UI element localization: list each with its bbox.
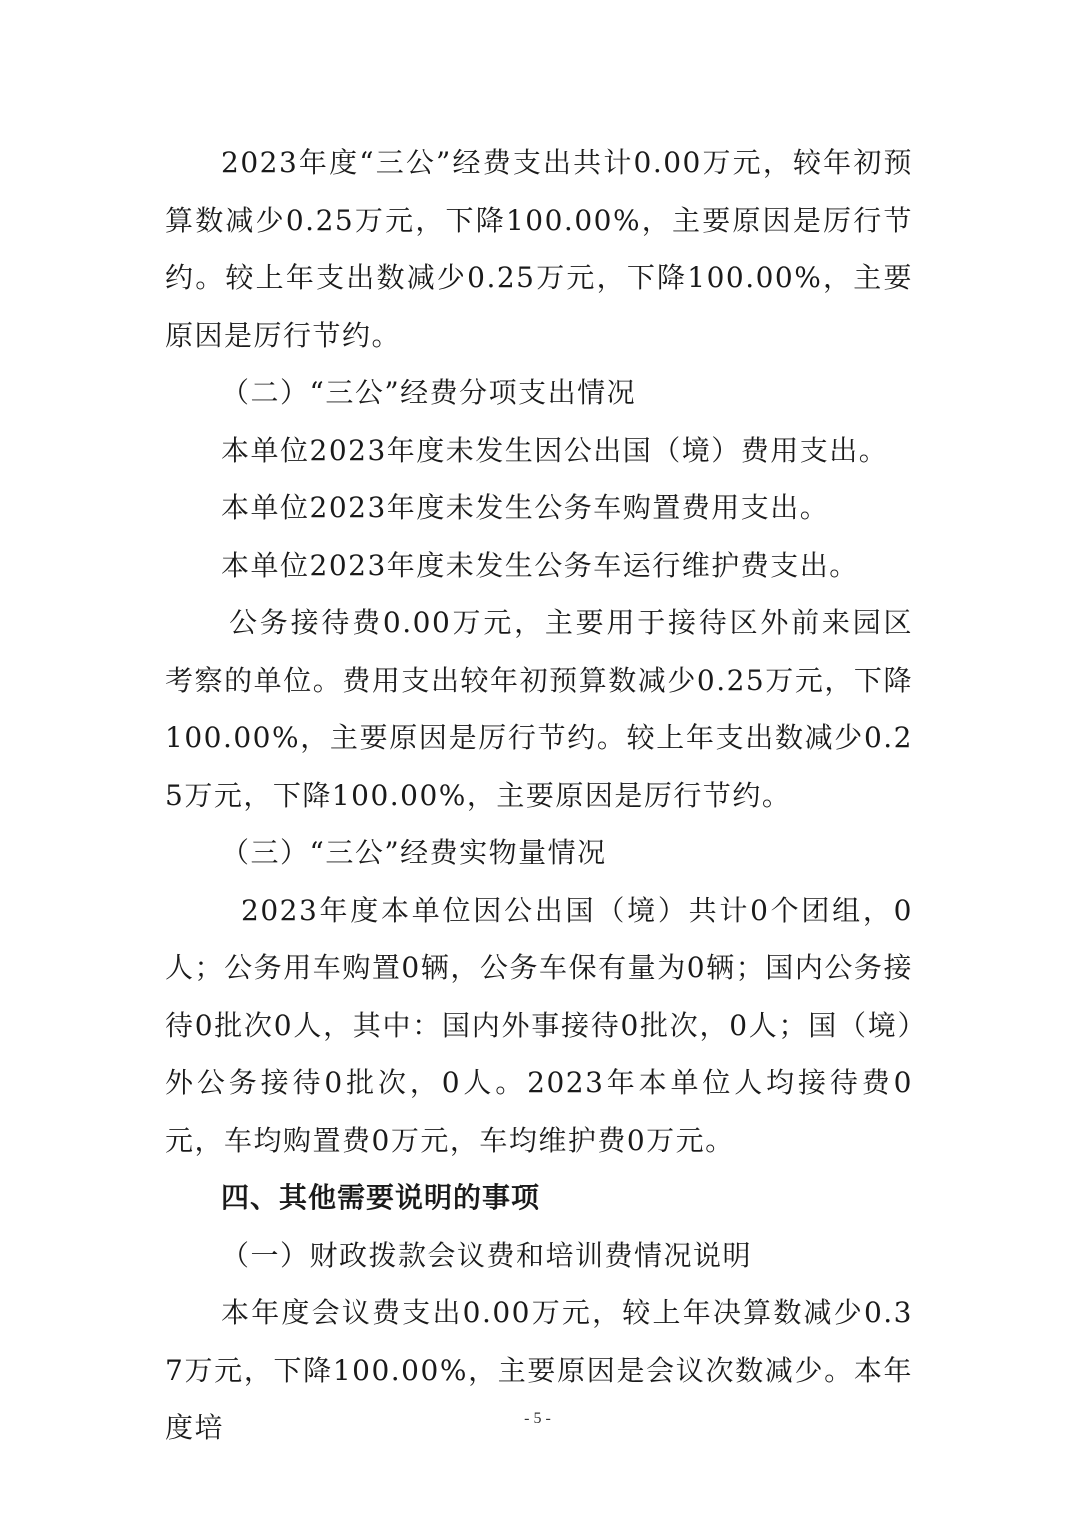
paragraph-meeting-fees: 本年度会议费支出0.00万元，较上年决算数减少0.37万元，下降100.00%，主要原因是会议次数减少。本年度培 (165, 1296, 913, 1444)
paragraph-physical-quantity: 2023年度本单位因公出国（境）共计0个团组，0人；公务用车购置0辆，公务车保有量为0辆；国内公务接待0批次0人，其中：国内外事接待0批次，0人；国（境）外公务接待0批次，0人。2023年本单位人均接待费0元，车均购置费0万元，车均维护费0万元。 (165, 893, 913, 1157)
paragraph-overseas-travel: 本单位2023年度未发生因公出国（境）费用支出。 (221, 433, 889, 467)
paragraph-reception-fees: 公务接待费0.00万元，主要用于接待区外前来园区考察的单位。费用支出较年初预算数减少0.25万元，下降100.00%，主要原因是厉行节约。较上年支出数减少0.25万元，下降100.00%，主要原因是厉行节约。 (165, 606, 913, 812)
page-number: - 5 - (524, 1410, 551, 1427)
paragraph-three-public-total: 2023年度“三公”经费支出共计0.00万元，较年初预算数减少0.25万元，下降100.00%，主要原因是厉行节约。较上年支出数减少0.25万元，下降100.00%，主要原因是厉行节约。 (165, 146, 913, 352)
section-heading-meeting-training: （一）财政拨款会议费和培训费情况说明 (221, 1238, 753, 1272)
paragraph-vehicle-purchase: 本单位2023年度未发生公务车购置费用支出。 (221, 491, 830, 524)
chapter-heading-other-matters: 四、其他需要说明的事项 (221, 1181, 541, 1214)
paragraph-vehicle-maintenance: 本单位2023年度未发生公务车运行维护费支出。 (221, 548, 859, 582)
document-body (165, 134, 913, 1457)
section-heading-itemized-expenses: （二）“三公”经费分项支出情况 (221, 376, 637, 409)
section-heading-physical-quantity: （三）“三公”经费实物量情况 (221, 836, 607, 869)
